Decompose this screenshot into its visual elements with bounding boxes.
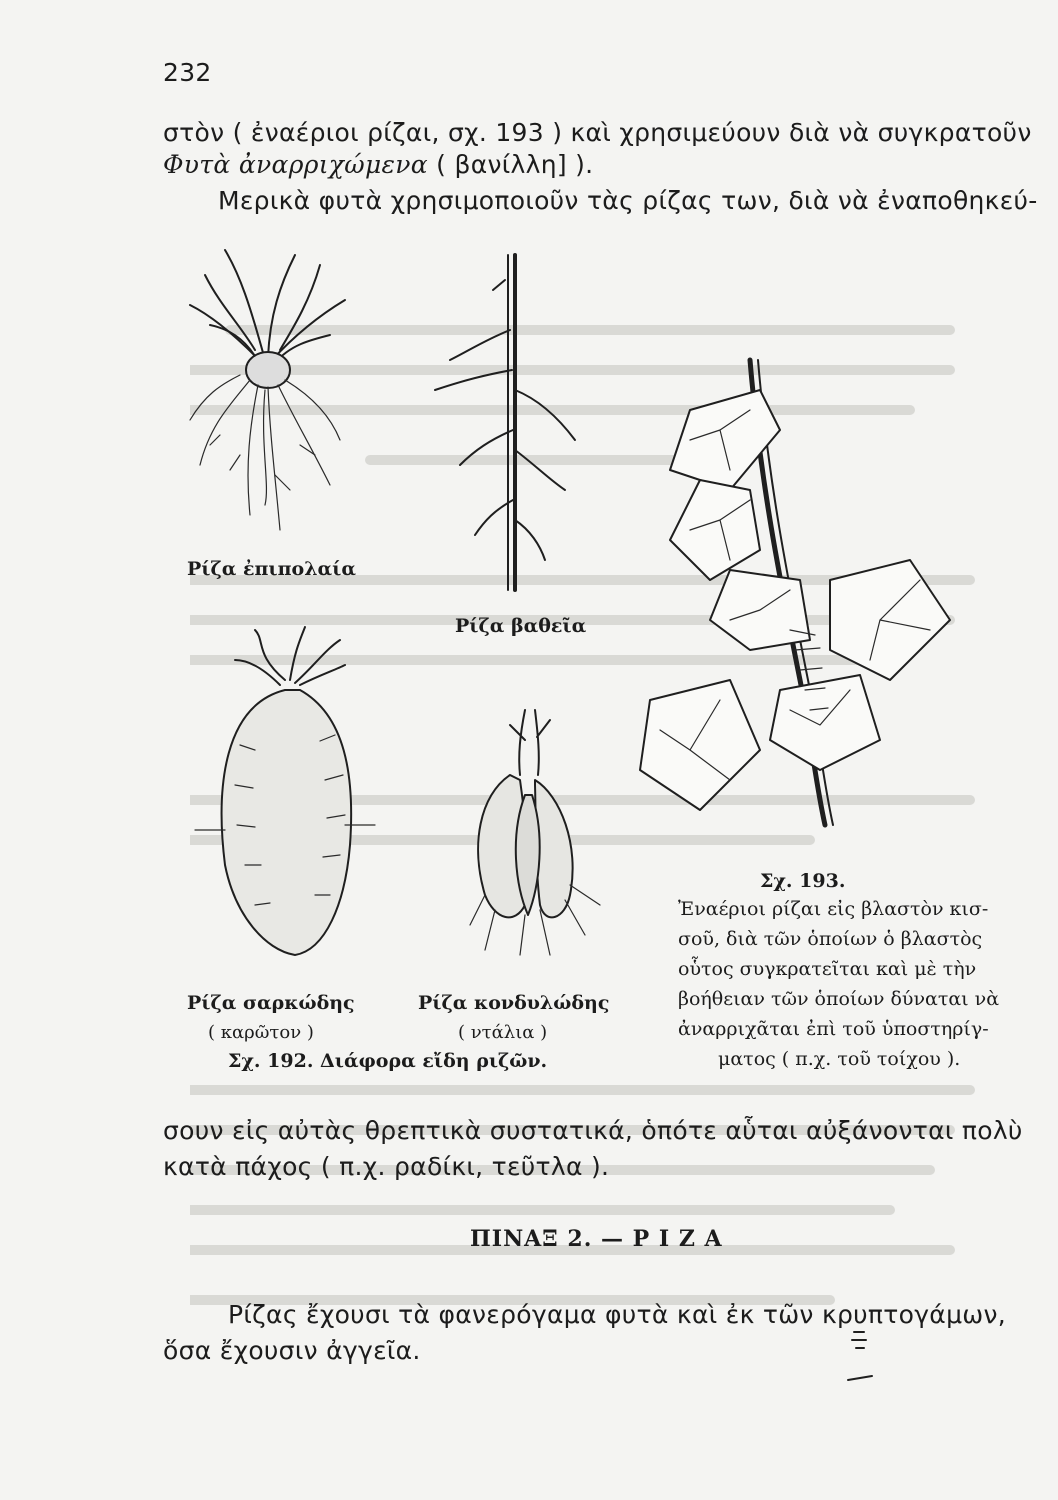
fig193-caption-line-1: Ἐναέριοι ρίζαι εἰς βλαστὸν κισ- [678,898,989,920]
label-deep-root: Ρίζα βαθεῖα [455,615,587,637]
deep-root-illustration [375,250,595,610]
body-line-1: στὸν ( ἐναέριοι ρίζαι, σχ. 193 ) καὶ χρησιμεύουν διὰ νὰ συγκρατοῦν [163,118,1032,147]
fig193-caption-line-3: οὗτος συγκρατεῖται καὶ μὲ τὴν [678,958,977,980]
body-line-7: ὅσα ἔχουσιν ἀγγεῖα. [163,1336,421,1365]
italic-term: Φυτὰ ἀναρριχώμενα [163,150,428,179]
body-line-6: Ρίζας ἔχουσι τὰ φανερόγαμα φυτὰ καὶ ἐκ τῶν κρυπτογάμων, [228,1300,1007,1329]
tuberous-root-illustration [440,705,620,965]
label-fleshy-root: Ρίζα σαρκώδης [187,992,355,1014]
label-tuberous-root: Ρίζα κονδυλώδης [418,992,610,1014]
fig192-caption: Σχ. 192. Διάφορα εἴδη ριζῶν. [228,1050,548,1072]
section-heading: ΠΙΝΑΞ 2. — Ρ Ι Ζ Α [470,1226,723,1252]
ivy-aerial-roots-illustration [630,330,970,830]
fig193-caption-line-6: ματος ( π.χ. τοῦ τοίχου ). [718,1048,961,1070]
fleshy-root-illustration [195,625,375,960]
page-number: 232 [163,58,212,87]
superficial-root-illustration [180,245,350,545]
label-tuberous-root-example: ( ντάλια ) [458,1022,548,1043]
fig193-caption-title: Σχ. 193. [760,870,846,892]
label-superficial-root: Ρίζα ἐπιπολαία [187,558,356,580]
body-line-3: Μερικὰ φυτὰ χρησιμοποιοῦν τὰς ρίζας των, διὰ νὰ ἐναποθηκεύ- [218,186,1038,215]
label-fleshy-root-example: ( καρῶτον ) [208,1022,314,1043]
body-line-2 [163,150,593,179]
body-line-4: σουν εἰς αὐτὰς θρεπτικὰ συστατικά, ὁπότε αὗται αὐξάνονται πολὺ [163,1116,1023,1145]
body-line-2-rest: ( βανίλλη] ). [436,150,594,179]
body-line-5: κατὰ πάχος ( π.χ. ραδίκι, τεῦτλα ). [163,1152,610,1181]
fig193-caption-line-2: σοῦ, διὰ τῶν ὁποίων ὁ βλαστὸς [678,928,983,950]
pencil-mark [842,1328,876,1388]
fig193-caption-line-4: βοήθειαν τῶν ὁποίων δύναται νὰ [678,988,1000,1010]
fig193-caption-line-5: ἀναρριχᾶται ἐπὶ τοῦ ὑποστηρίγ- [678,1018,989,1040]
